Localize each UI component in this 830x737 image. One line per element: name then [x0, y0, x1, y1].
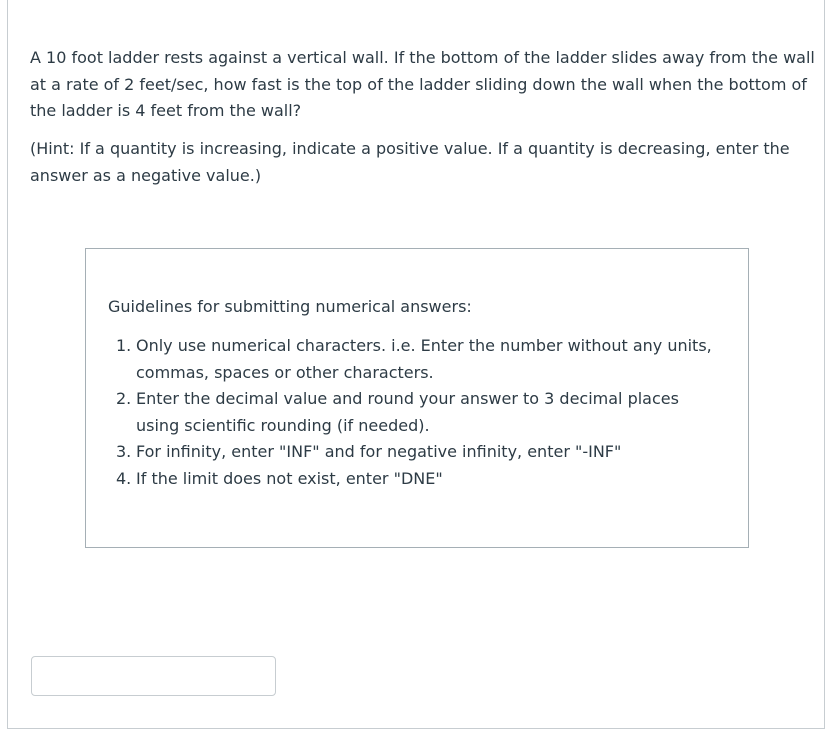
question-card — [7, 0, 825, 729]
guideline-number: 3. — [116, 442, 132, 461]
guideline-number: 2. — [116, 389, 132, 408]
guideline-item — [116, 439, 716, 466]
guideline-text: Enter the decimal value and round your answer to 3 decimal places using scientific rounding (if needed). — [136, 389, 679, 435]
guideline-item — [116, 386, 716, 439]
question-text: A 10 foot ladder rests against a vertical wall. If the bottom of the ladder slides away from the wall at a rate of 2 feet/sec, how fast is the top of the ladder sliding down the wall when the bottom of the ladder is 4 feet from the wall? — [30, 48, 815, 120]
guidelines-title: Guidelines for submitting numerical answers: — [108, 297, 472, 316]
guideline-number: 1. — [116, 336, 132, 355]
guideline-number: 4. — [116, 468, 132, 488]
guideline-text: For infinity, enter "INF" and for negative infinity, enter "-INF" — [136, 442, 622, 461]
guidelines-box — [85, 248, 749, 548]
guideline-item — [116, 466, 716, 493]
guidelines-list — [116, 333, 716, 492]
hint-text: (Hint: If a quantity is increasing, indicate a positive value. If a quantity is decreasing, enter the answer as a negative value.) — [30, 139, 790, 185]
answer-input[interactable] — [31, 656, 276, 696]
guideline-text: Only use numerical characters. i.e. Enter the number without any units, commas, spaces or other characters. — [136, 336, 712, 382]
guideline-text: If the limit does not exist, enter "DNE" — [136, 468, 443, 488]
guideline-item — [116, 333, 716, 386]
